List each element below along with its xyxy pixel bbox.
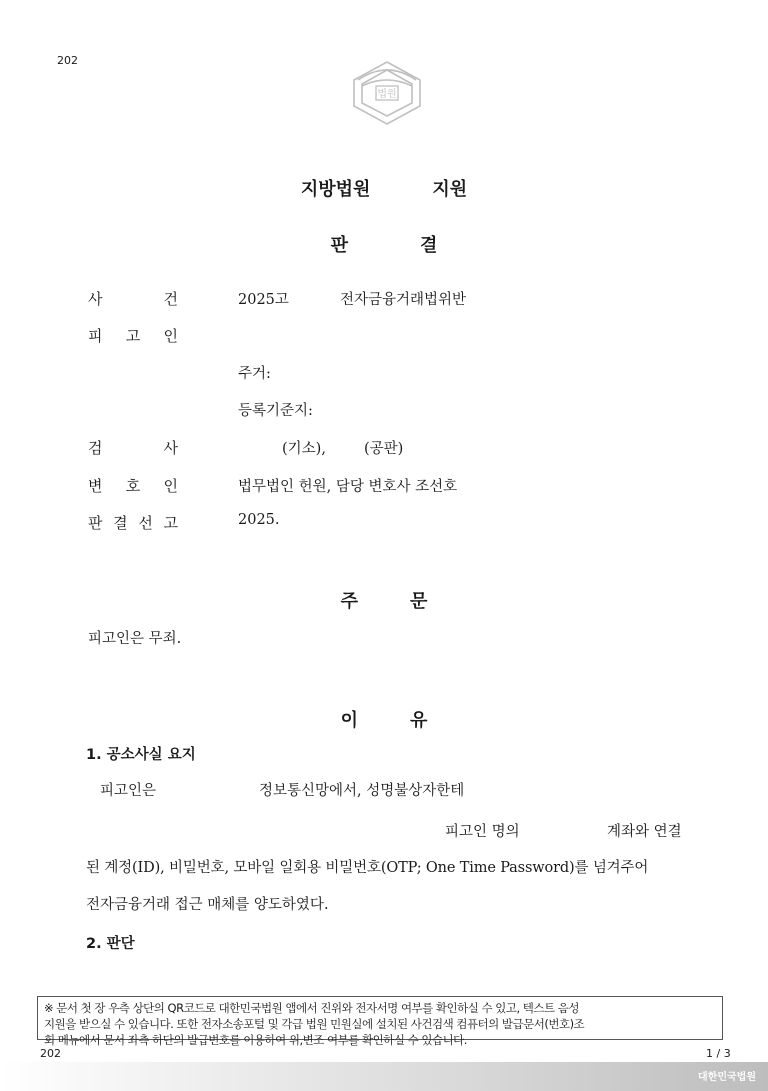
document-title: 판 결	[330, 235, 438, 256]
paragraph1-part-e: 된 계정(ID), 비밀번호, 모바일 일회용 비밀번호(OTP; One Time Password)를 넘겨주어	[86, 860, 649, 876]
prosecutor-indictment: (기소),	[282, 441, 326, 457]
paragraph1-part-a: 피고인은	[100, 783, 157, 799]
counsel-label: 변 호 인	[88, 477, 178, 495]
paragraph1-part-b: 정보통신망에서, 성명불상자한테	[259, 783, 465, 799]
counsel-value: 법무법인 헌원, 담당 변호사 조선호	[238, 479, 458, 495]
section2-title: 2. 판단	[86, 936, 135, 952]
footer-band	[0, 1062, 768, 1091]
document-code-top: 202	[57, 54, 78, 67]
paragraph1-part-f: 전자금융거래 접근 매체를 양도하였다.	[86, 897, 329, 913]
defendant-label: 피 고 인	[88, 327, 178, 345]
footer-brand: 대한민국법원	[698, 1072, 756, 1083]
paragraph1-part-d: 계좌와 연결	[607, 824, 682, 840]
address-label: 주거:	[238, 366, 271, 382]
paragraph1-part-c: 피고인 명의	[445, 824, 520, 840]
court-seal-icon	[348, 56, 426, 128]
section1-title: 1. 공소사실 요지	[86, 747, 196, 763]
page-number: 1 / 3	[706, 1047, 731, 1060]
seal-text: 법원	[377, 89, 397, 100]
order-heading: 주 문	[340, 591, 428, 612]
sentence-label: 판 결 선 고	[88, 514, 178, 532]
reason-heading: 이 유	[340, 710, 428, 731]
case-number: 2025고	[238, 292, 289, 308]
registry-label: 등록기준지:	[238, 403, 313, 419]
case-label: 사 건	[88, 290, 178, 308]
sentence-value: 2025.	[238, 512, 280, 528]
case-name: 전자금융거래법위반	[340, 292, 467, 308]
order-text: 피고인은 무죄.	[88, 631, 182, 647]
document-code-bottom: 202	[40, 1047, 61, 1060]
prosecutor-trial: (공판)	[364, 441, 404, 457]
verification-notice: ※ 문서 첫 장 우측 상단의 QR코드로 대한민국법원 앱에서 진위와 전자서명 여부를 확인하실 수 있고, 텍스트 음성 지원을 받으실 수 있습니다. 또한 전자소송포털 및 각급 법원 민원실에 설치된 사건검색 컴퓨터의 발급문서(번호)조 회 메뉴에서 문서 좌측 하단의 발급번호를 이용하여 위,변조 여부를 확인하실 수 있습니다.	[37, 996, 723, 1040]
prosecutor-label: 검 사	[88, 439, 178, 457]
court-name: 지방법원 지원	[300, 179, 468, 200]
